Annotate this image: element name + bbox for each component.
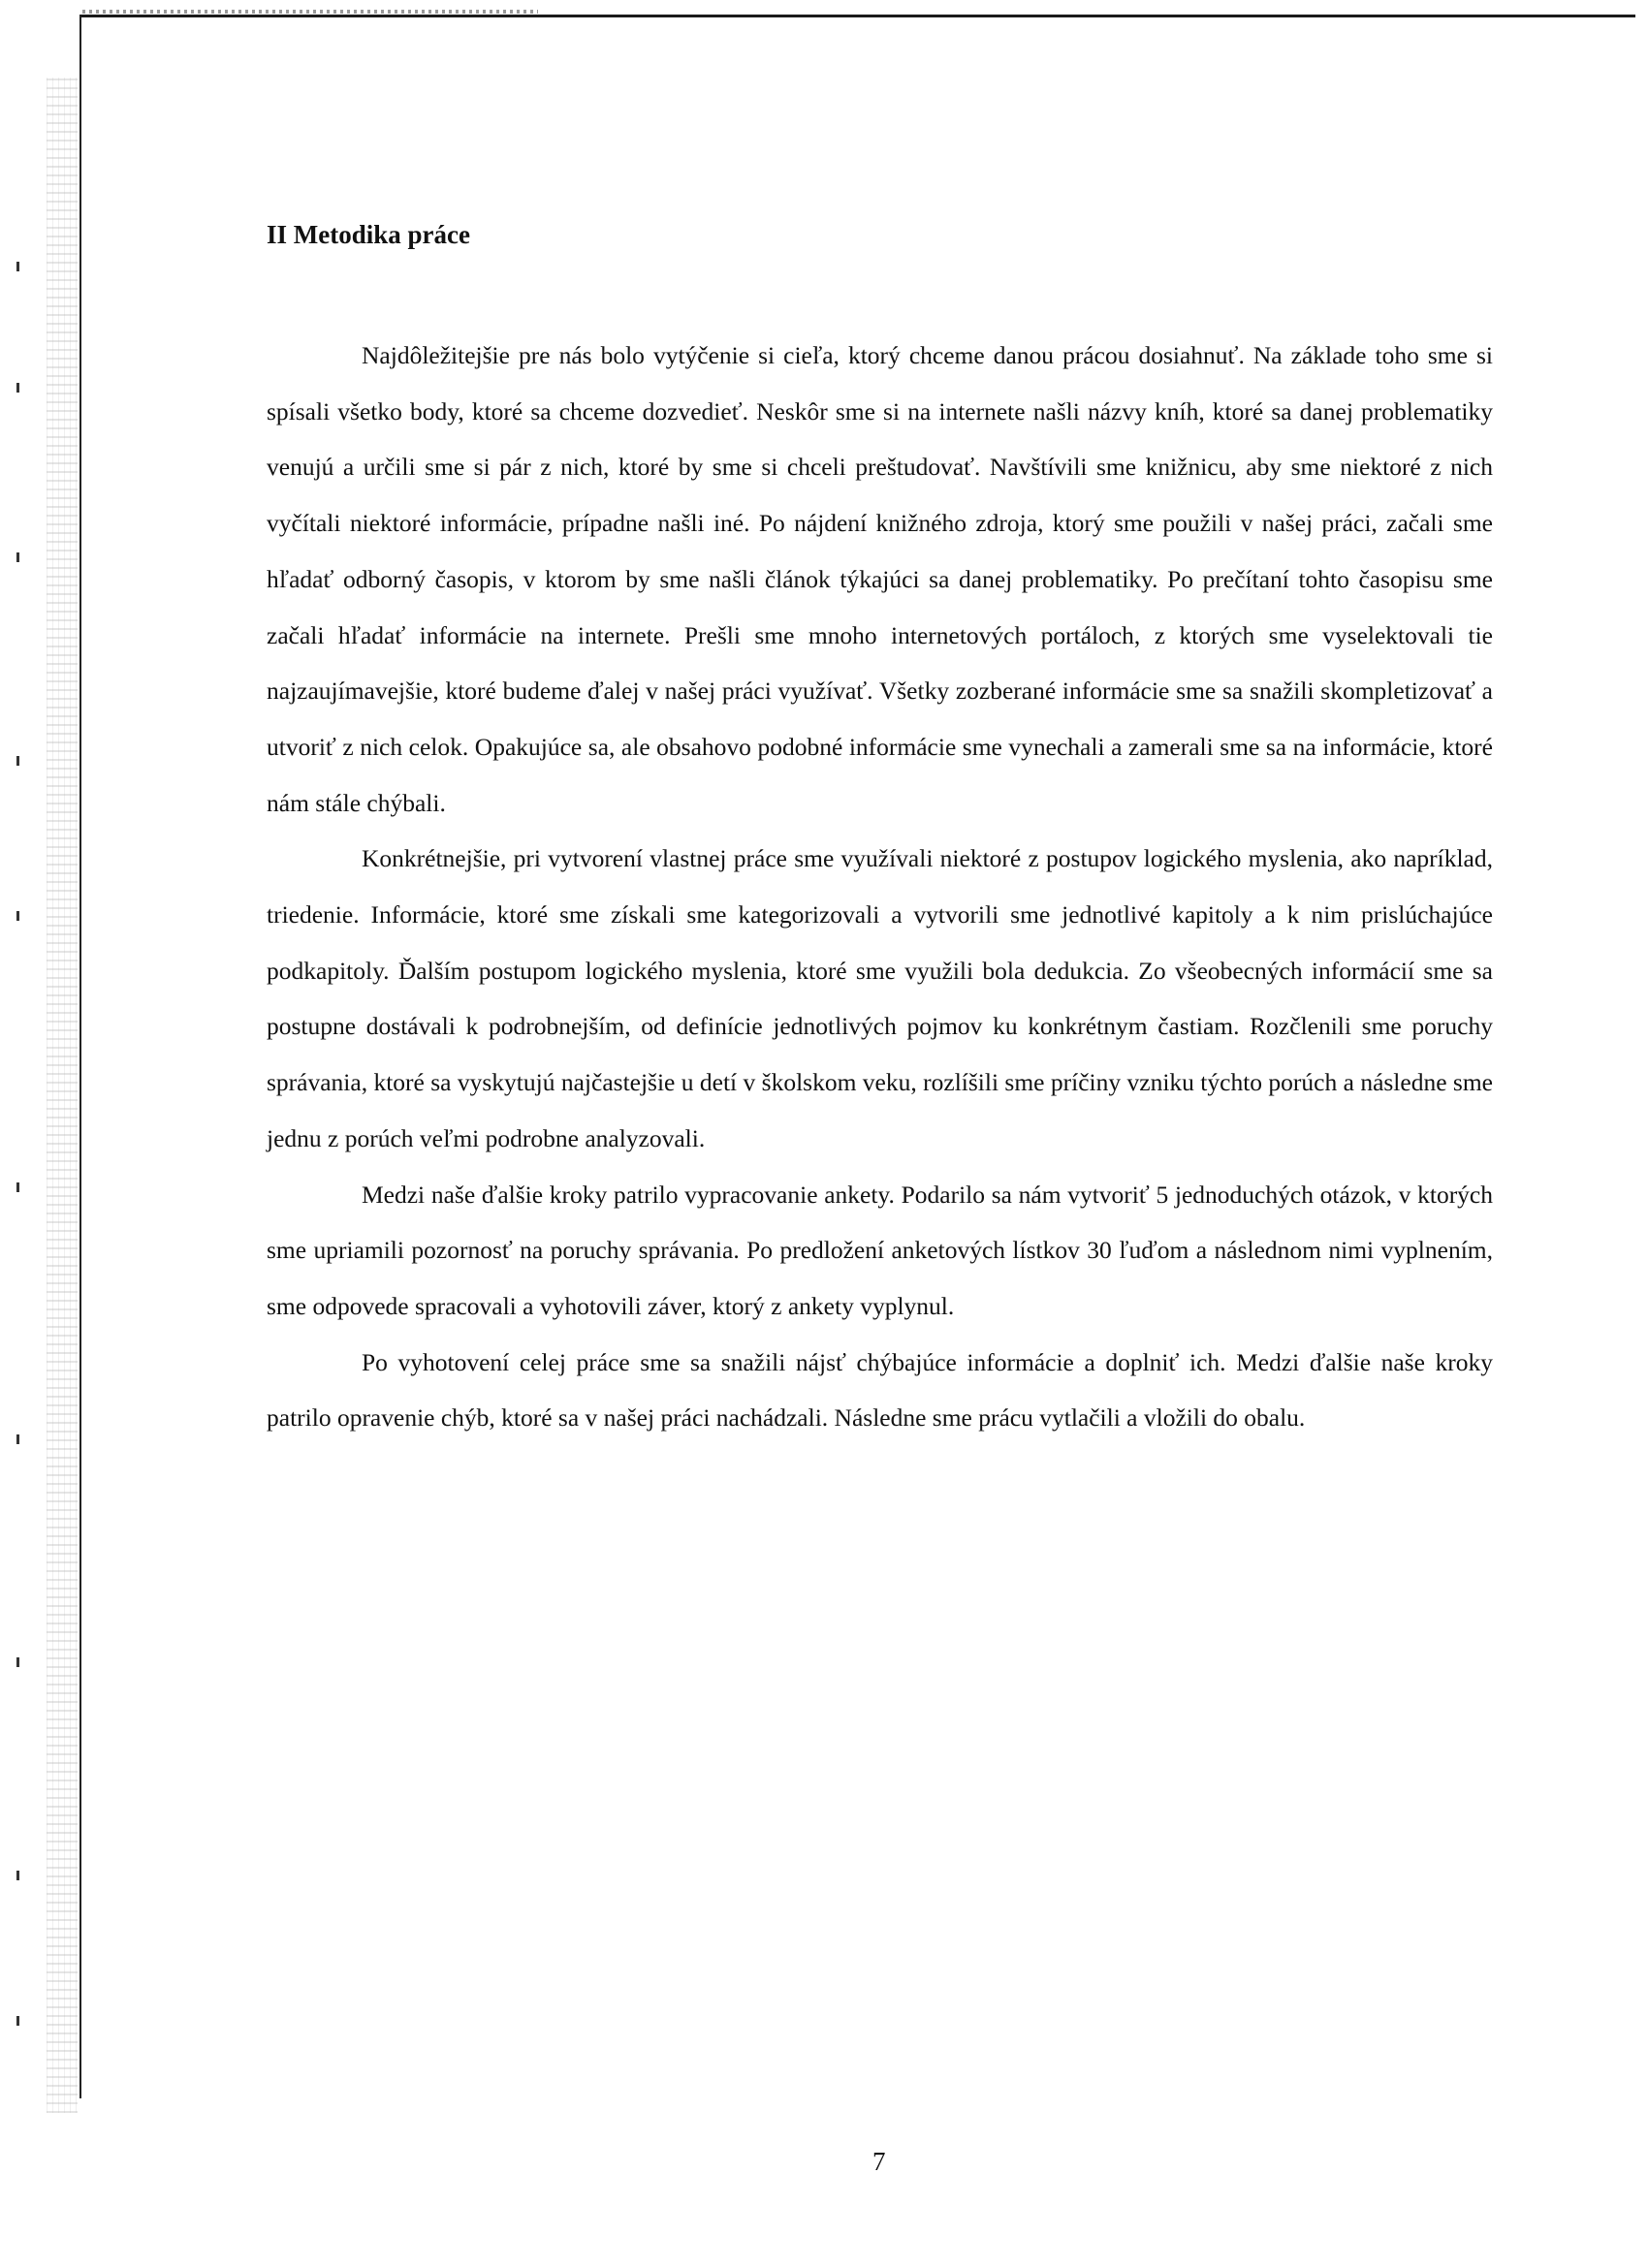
scan-mark: [16, 1657, 19, 1667]
scan-mark: [16, 1434, 19, 1444]
page-number: 7: [872, 2147, 886, 2176]
paragraph: Konkrétnejšie, pri vytvorení vlastnej práce sme využívali niektoré z postupov logického myslenia, ako napríklad, triedenie. Informácie, ktoré sme získali sme kategorizovali a vytvorili sme jednotlivé kapitoly a k nim prislúchajúce podkapitoly. Ďalším postupom logického myslenia, ktoré sme využili bola dedukcia. Zo všeobecných informácií sme sa postupne dostávali k podrobnejším, od definície jednotlivých pojmov ku konkrétnym častiam. Rozčlenili sme poruchy správania, ktoré sa vyskytujú najčastejšie u detí v školskom veku, rozlíšili sme príčiny vzniku týchto porúch a následne sme jednu z porúch veľmi podrobne analyzovali.: [267, 844, 1493, 1152]
scan-mark: [16, 2016, 19, 2026]
paragraph: Najdôležitejšie pre nás bolo vytýčenie si cieľa, ktorý chceme danou prácou dosiahnuť. Na základe toho sme si spísali všetko body, ktoré sa chceme dozvedieť. Neskôr sme si na internete našli názvy kníh, ktoré sa danej problematiky venujú a určili sme si pár z nich, ktoré by sme si chceli preštudovať. Navštívili sme knižnicu, aby sme niektoré z nich vyčítali niektoré informácie, prípadne našli iné. Po nájdení knižného zdroja, ktorý sme použili v našej práci, začali sme hľadať odborný časopis, v ktorom by sme našli článok týkajúci sa danej problematiky. Po prečítaní tohto časopisu sme začali hľadať informácie na internete. Prešli sme mnoho internetových portáloch, z ktorých sme vyselektovali tie najzaujímavejšie, ktoré budeme ďalej v našej práci využívať. Všetky zozberané informácie sme sa snažili skompletizovať a utvoriť z nich celok. Opakujúce sa, ale obsahovo podobné informácie sme vynechali a zamerali sme sa na informácie, ktoré nám stále chýbali.: [267, 341, 1493, 817]
scan-top-border: [79, 15, 1635, 17]
paragraph: Po vyhotovení celej práce sme sa snažili nájsť chýbajúce informácie a doplniť ich. Medzi ďalšie naše kroky patrilo opravenie chýb, ktoré sa v našej práci nachádzali. Následne sme prácu vytlačili a vložili do obalu.: [267, 1347, 1493, 1433]
scan-noise-left: [47, 78, 78, 2113]
scan-left-border: [79, 15, 81, 2098]
scan-mark: [16, 911, 19, 921]
paragraph: Medzi naše ďalšie kroky patrilo vypracovanie ankety. Podarilo sa nám vytvoriť 5 jednoduchých otázok, v ktorých sme upriamili pozornosť na poruchy správania. Po predložení anketových lístkov 30 ľuďom a následnom nimi vyplnením, sme odpovede spracovali a vyhotovili záver, ktorý z ankety vyplynul.: [267, 1180, 1493, 1320]
section-heading: II Metodika práce: [267, 220, 470, 249]
scan-mark: [16, 262, 19, 271]
scan-mark: [16, 756, 19, 766]
scan-mark: [16, 1871, 19, 1880]
scan-mark: [16, 383, 19, 393]
body-text: [267, 328, 1493, 1446]
scan-mark: [16, 1182, 19, 1192]
scan-noise-top: [82, 10, 538, 14]
scan-mark: [16, 552, 19, 562]
